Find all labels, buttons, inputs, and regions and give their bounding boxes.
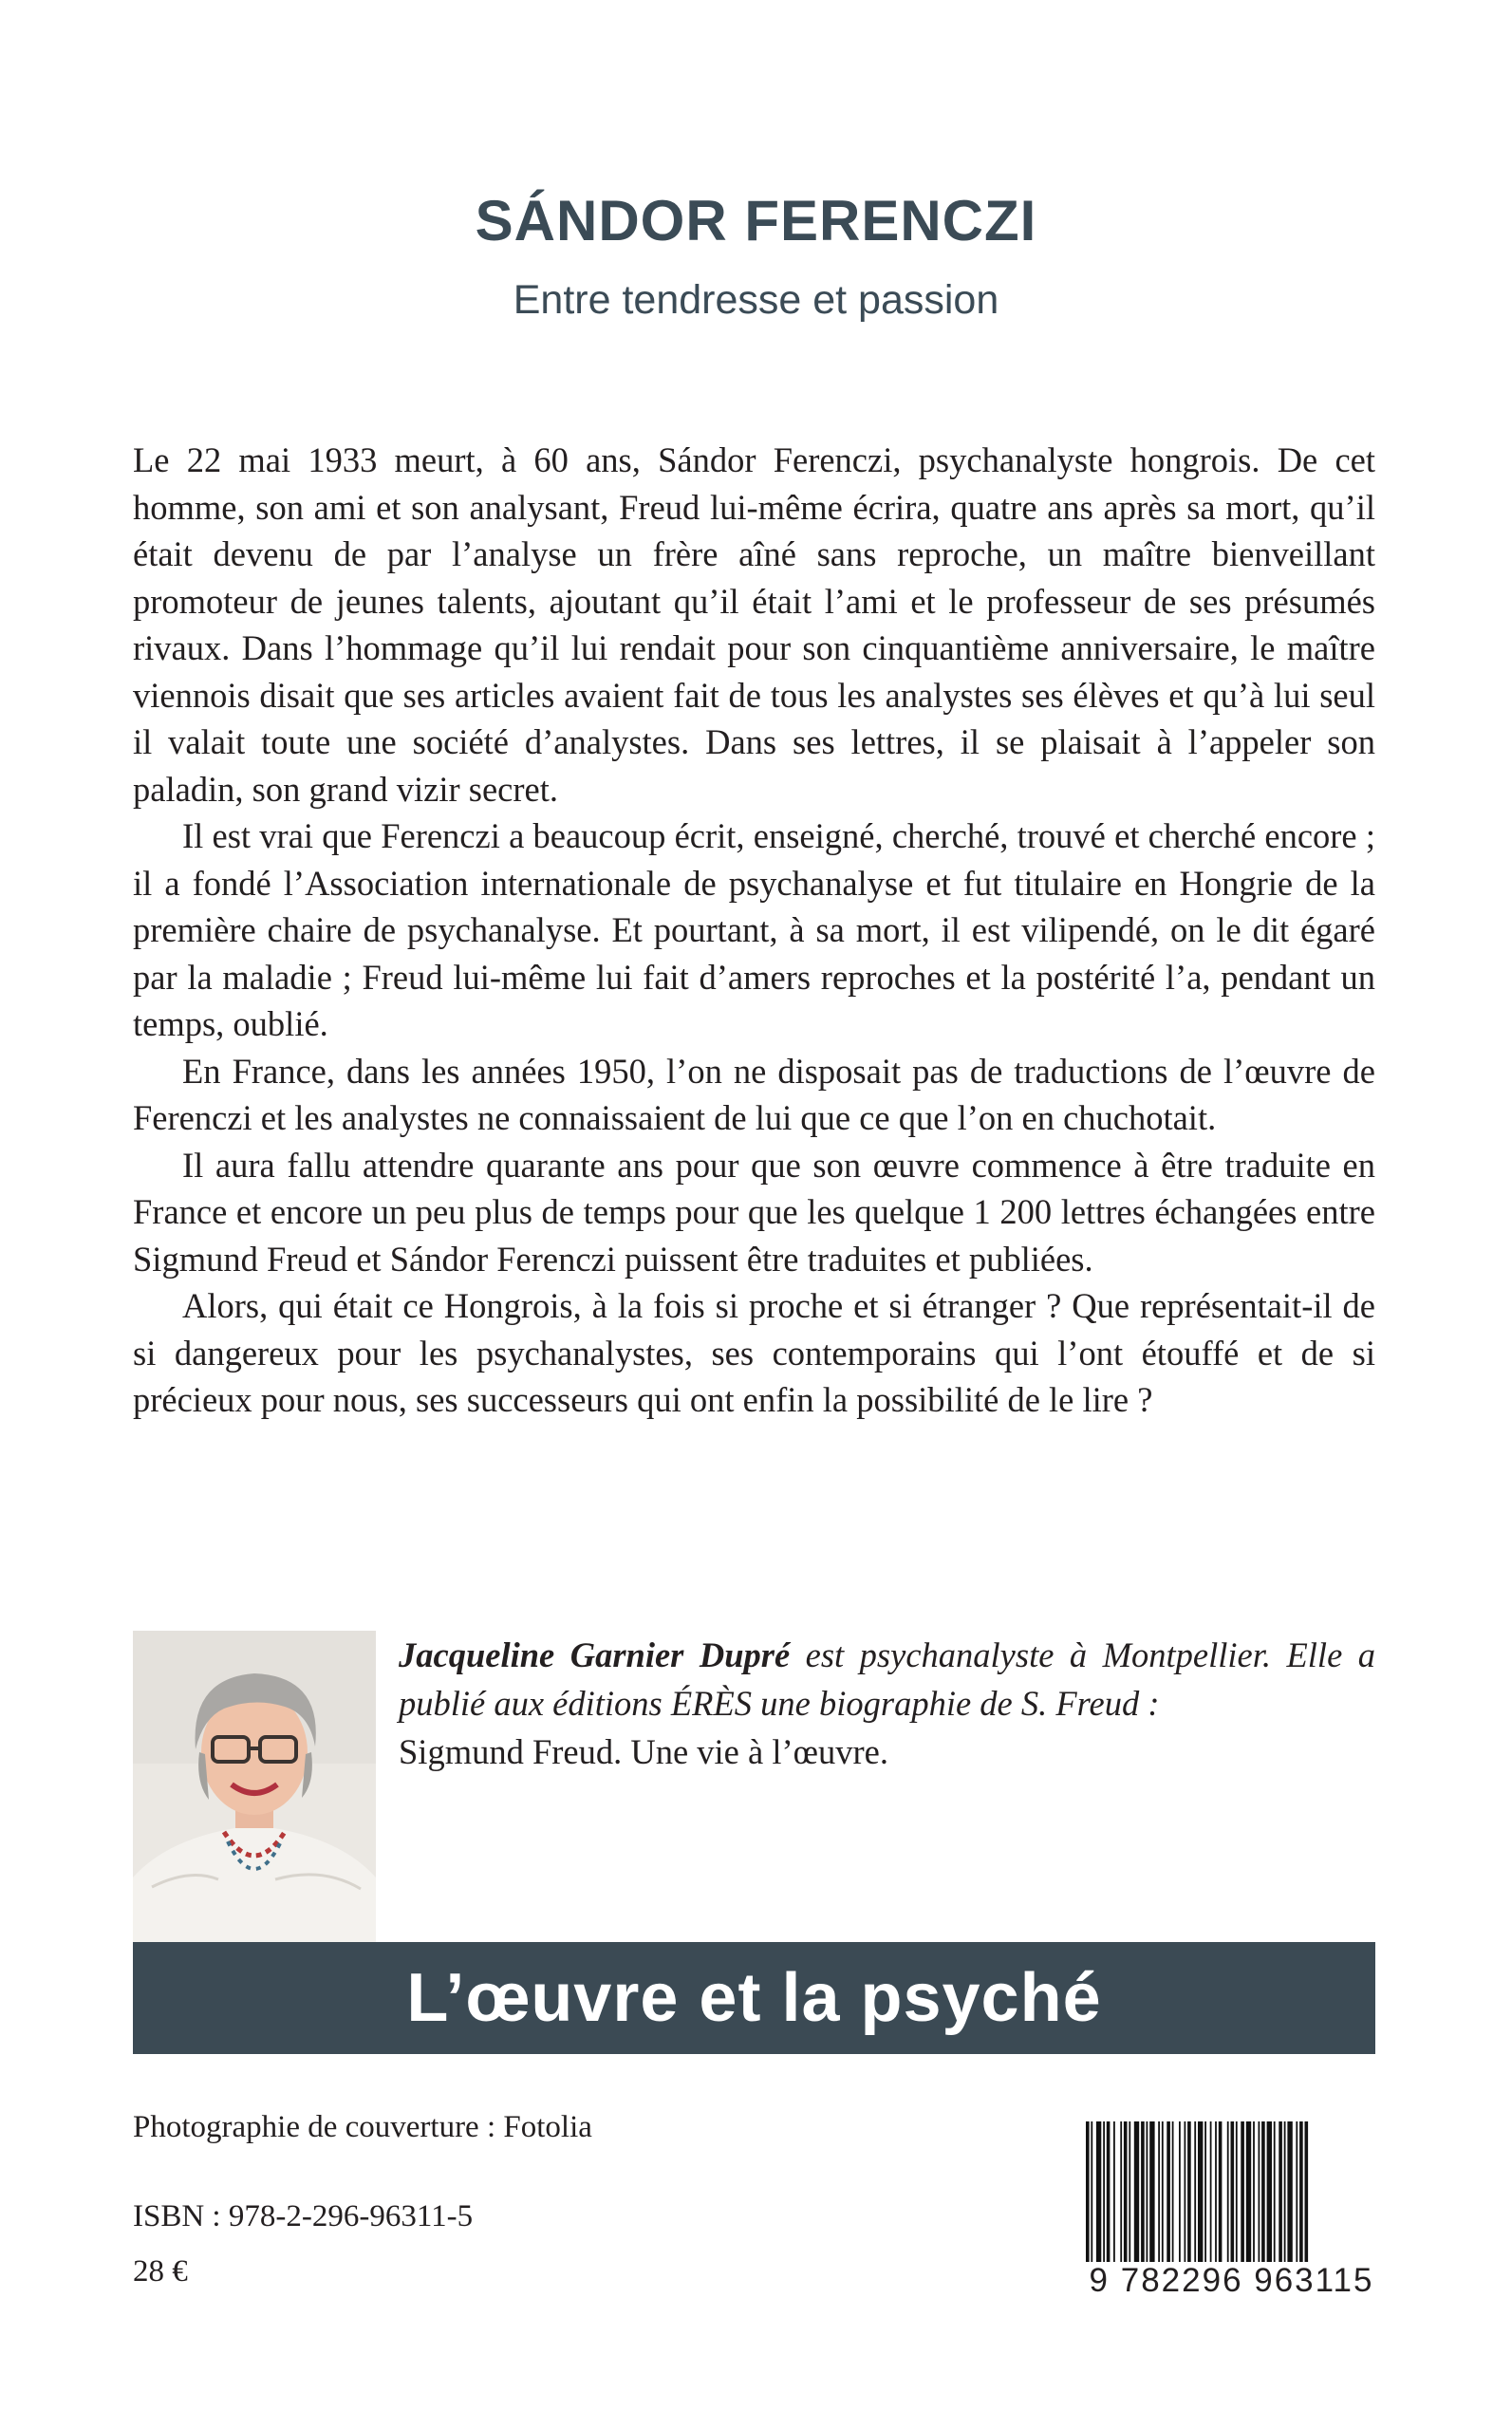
author-photo <box>133 1631 376 1942</box>
blurb-paragraph: Il aura fallu attendre quarante ans pour que son œuvre commence à être traduite en France et encore un peu plus de temps pour que les quelque 1 200 lettres échangées entre Sigmund Freud et Sándor Ferenczi puissent être traduites et publiées. <box>133 1145 1375 1279</box>
author-name: Jacqueline Garnier Dupré <box>399 1635 791 1674</box>
blurb <box>133 437 1375 1424</box>
barcode-number: 9 782296 963115 <box>1082 2262 1381 2300</box>
isbn: ISBN : 978-2-296-96311-5 <box>133 2199 474 2233</box>
photo-credit: Photographie de couverture : Fotolia <box>133 2110 592 2144</box>
author-book-title: Sigmund Freud. Une vie à l’œuvre. <box>399 1732 888 1771</box>
blurb-paragraph: En France, dans les années 1950, l’on ne disposait pas de traductions de l’œuvre de Ferenczi et les analystes ne connaissaient de lui que ce que l’on en chuchotait. <box>133 1051 1375 1137</box>
book-title: SÁNDOR FERENCZI <box>475 189 1037 252</box>
author-bio <box>399 1631 1375 1776</box>
blurb-paragraph: Alors, qui était ce Hongrois, à la fois si proche et si étranger ? Que représentait-il de si dangereux pour les psychanalystes, ses contemporains qui l’ont étouffé et de si précieux pour nous, ses successeurs qui ont enfin la possibilité de le lire ? <box>133 1286 1375 1419</box>
blurb-paragraph: Il est vrai que Ferenczi a beaucoup écrit, enseigné, cherché, trouvé et cherché encore ; il a fondé l’Association internationale de psychanalyse et fut titulaire en Hongrie de la première chaire de psychanalyse. Et pourtant, à sa mort, il est vilipendé, on le dit égaré par la maladie ; Freud lui-même lui fait d’amers reproches et la postérité l’a, pendant un temps, oublié. <box>133 816 1375 1043</box>
collection-name: L’œuvre et la psyché <box>406 1960 1102 2036</box>
price: 28 € <box>133 2254 188 2289</box>
collection-banner <box>133 1942 1375 2054</box>
book-subtitle: Entre tendresse et passion <box>513 277 999 323</box>
blurb-paragraph: Le 22 mai 1933 meurt, à 60 ans, Sándor Ferenczi, psychanalyste hongrois. De cet homme, son ami et son analysant, Freud lui-même écrira, quatre ans après sa mort, qu’il était devenu de par l’analyse un frère aîné sans reproche, un maître bienveillant promoteur de jeunes talents, ajoutant qu’il était l’ami et le professeur de ses présumés rivaux. Dans l’hommage qu’il lui rendait pour son cinquantième anniversaire, le maître viennois disait que ses articles avaient fait de tous les analystes ses élèves et qu’à lui seul il valait toute une société d’analystes. Dans ses lettres, il se plaisait à l’appeler son paladin, son grand vizir secret. <box>133 440 1375 809</box>
author-bio-text: est psychanalyste à Montpellier. Elle a publié aux éditions ÉRÈS une biographie de S. Freud : <box>399 1635 1375 1723</box>
author-portrait-illustration <box>133 1631 376 1942</box>
